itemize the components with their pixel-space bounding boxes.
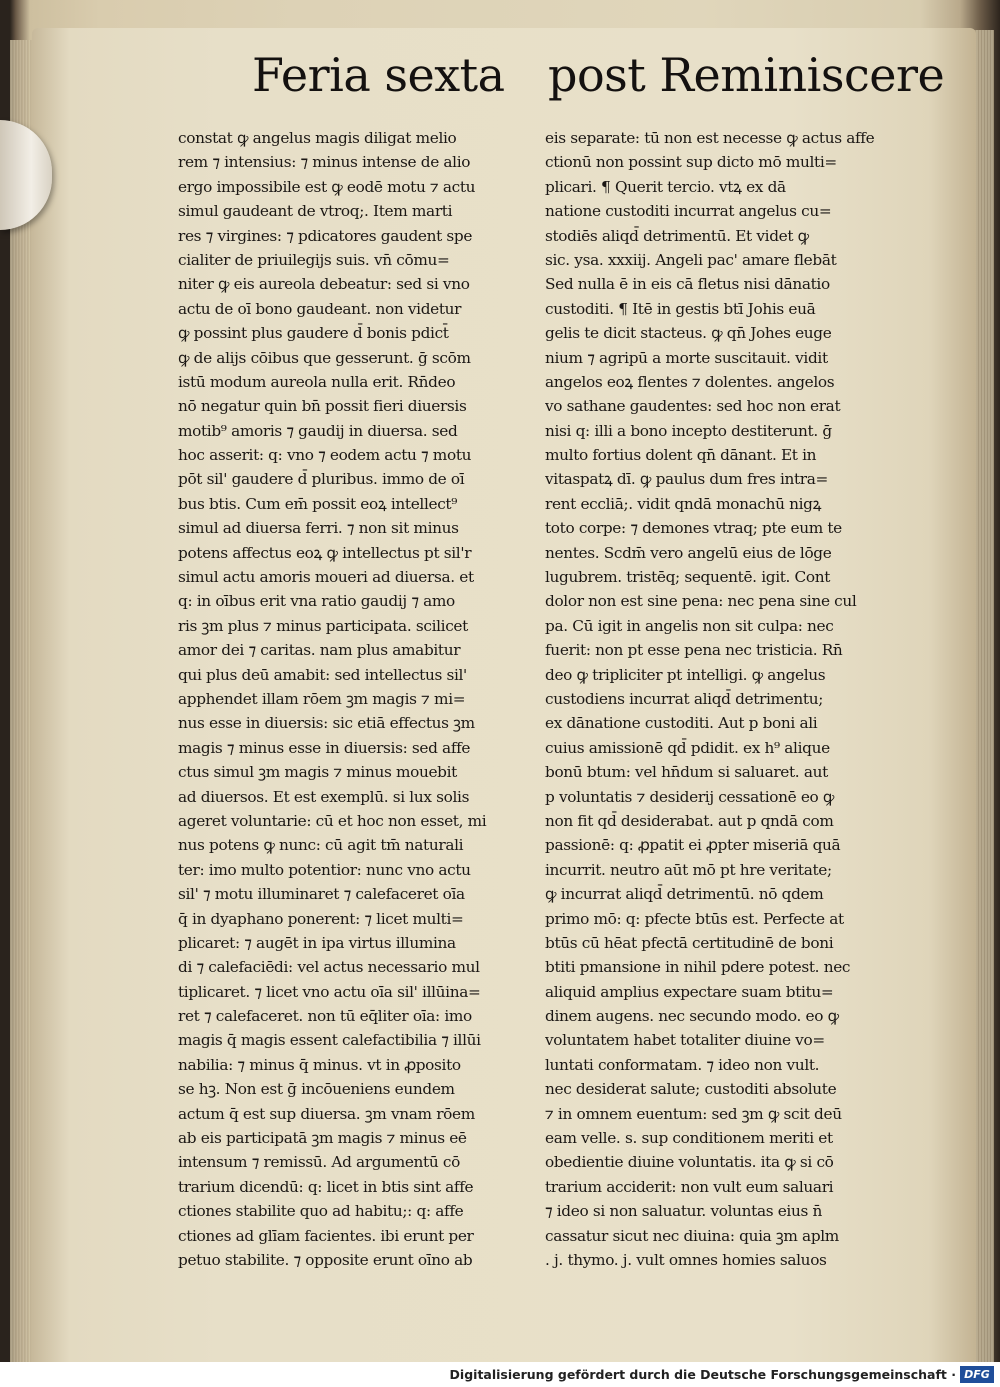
text-line: ex dānatione custoditi. Aut p boni ali xyxy=(545,714,818,733)
text-line: se hꝫ. Non est ḡ incōueniens eundem xyxy=(178,1080,455,1099)
text-line: cassatur sicut nec diuina: quia ꝫm aplm xyxy=(545,1226,839,1245)
footer-credit: Digitalisierung gefördert durch die Deutsche Forschungsgemeinschaft · xyxy=(449,1367,956,1382)
text-line: pōt sil' gaudere d̄ pluribus. immo de oī xyxy=(178,470,465,489)
text-line: plicari. ¶ Querit tercio. vtꝝ ex dā xyxy=(545,177,786,196)
text-line: trarium dicendū: q: licet in btis sint affe xyxy=(178,1177,474,1196)
text-line: q̄ in dyaphano ponerent: ⁊ licet multi= xyxy=(178,909,464,928)
text-line: custodiens incurrat aliqd̄ detrimentu; xyxy=(545,689,824,708)
text-line: ctiones ad glīam facientes. ibi erunt per xyxy=(178,1226,474,1245)
text-line: primo mō: q: pfecte btūs est. Perfecte at xyxy=(545,909,844,928)
text-line: obedientie diuine voluntatis. ita ꝙ si cō xyxy=(545,1153,834,1172)
footer-bar xyxy=(0,1362,1000,1387)
text-line: angelos eoꝝ flentes ⁊ dolentes. angelos xyxy=(545,372,835,391)
text-line: magis ⁊ minus esse in diuersis: sed affe xyxy=(178,738,471,757)
text-line: incurrit. neutro aūt mō pt hre veritate; xyxy=(545,860,832,879)
text-line: rent eccliā;. vidit qndā monachū nigꝝ xyxy=(545,494,822,513)
text-line: rem ⁊ intensius: ⁊ minus intense de alio xyxy=(178,153,471,172)
text-column-left xyxy=(178,126,523,1272)
text-line: ctionū non possint sup dicto mō multi= xyxy=(545,153,837,172)
text-line: nabilia: ⁊ minus q̄ minus. vt in ꝓposito xyxy=(178,1055,461,1074)
text-line: simul gaudeant de vtroq;. Item marti xyxy=(178,202,453,221)
text-line: nus esse in diuersis: sic etiā effectus ꝫm xyxy=(178,714,475,733)
text-line: tiplicaret. ⁊ licet vno actu oīa sil' illūina= xyxy=(178,982,481,1001)
text-line: vo sathane gaudentes: sed hoc non erat xyxy=(545,397,841,416)
running-header-left: Feria sexta xyxy=(252,48,505,102)
text-line: custoditi. ¶ Itē in gestis btī Johis euā xyxy=(545,299,816,318)
text-line: simul ad diuersa ferri. ⁊ non sit minus xyxy=(178,519,459,538)
text-line: vitaspatꝝ dī. ꝙ paulus dum fres intra= xyxy=(545,470,828,489)
text-line: ⁊ in omnem euentum: sed ꝫm ꝙ scit deū xyxy=(545,1104,842,1123)
page-edge-left xyxy=(10,40,32,1362)
text-line: dinem augens. nec secundo modo. eo ꝙ xyxy=(545,1007,839,1026)
text-column-right xyxy=(545,126,890,1272)
text-line: voluntatem habet totaliter diuine vo= xyxy=(545,1031,825,1050)
text-line: toto corpe: ⁊ demones vtraq; pte eum te xyxy=(545,519,842,538)
text-line: sil' ⁊ motu illuminaret ⁊ calefaceret oīa xyxy=(178,885,465,904)
text-line: nisi q: illi a bono incepto destiterunt. ḡ xyxy=(545,421,832,440)
text-line: ctiones stabilite quo ad habitu;: q: affe xyxy=(178,1202,464,1221)
text-line: fuerit: non pt esse pena nec tristicia. Rn̄ xyxy=(545,641,843,660)
text-line: niter ꝙ eis aureola debeatur: sed si vno xyxy=(178,275,470,294)
text-line: hoc asserit: q: vno ⁊ eodem actu ⁊ motu xyxy=(178,446,472,465)
text-line: nentes. Scdm̄ vero angelū eius de lōge xyxy=(545,543,832,562)
text-line: aliquid amplius expectare suam btitu= xyxy=(545,982,834,1001)
text-line: nō negatur quin bn̄ possit fieri diuersis xyxy=(178,397,467,416)
text-line: motib⁹ amoris ⁊ gaudij in diuersa. sed xyxy=(178,421,458,440)
text-line: ꝙ incurrat aliqd̄ detrimentū. nō qdem xyxy=(545,885,824,904)
text-line: di ⁊ calefaciēdi: vel actus necessario mul xyxy=(178,958,480,977)
text-line: passionē: q: ꝓpatit ei ꝓpter miseriā quā xyxy=(545,836,841,855)
text-line: ꝙ de alijs cōibus que gesserunt. ḡ scōm xyxy=(178,348,471,367)
dfg-logo: DFG xyxy=(960,1366,994,1383)
text-line: stodiēs aliqd̄ detrimentū. Et videt ꝙ xyxy=(545,226,809,245)
text-line: trarium acciderit: non vult eum saluari xyxy=(545,1177,834,1196)
text-line: actu de oī bono gaudeant. non videtur xyxy=(178,299,462,318)
text-line: bonū btum: vel hn̄dum si saluaret. aut xyxy=(545,763,828,782)
text-line: magis q̄ magis essent calefactibilia ⁊ illūi xyxy=(178,1031,481,1050)
text-line: q: in oībus erit vna ratio gaudij ⁊ amo xyxy=(178,592,455,611)
text-line: btiti pmansione in nihil pdere potest. nec xyxy=(545,958,851,977)
text-line: ageret voluntarie: cū et hoc non esset, mi xyxy=(178,811,487,830)
text-line: cuius amissionē qd̄ pdidit. ex h⁹ alique xyxy=(545,738,830,757)
text-line: actum q̄ est sup diuersa. ꝫm vnam rōem xyxy=(178,1104,475,1123)
text-line: ab eis participatā ꝫm magis ⁊ minus eē xyxy=(178,1129,467,1148)
text-line: petuo stabilite. ⁊ opposite erunt oīno ab xyxy=(178,1250,473,1269)
text-line: multo fortius dolent qn̄ dānant. Et in xyxy=(545,446,817,465)
text-line: luntati conformatam. ⁊ ideo non vult. xyxy=(545,1055,820,1074)
text-line: bus btis. Cum em̄ possit eoꝝ intellect⁹ xyxy=(178,494,458,513)
text-line: res ⁊ virgines: ⁊ pdicatores gaudent spe xyxy=(178,226,473,245)
text-line: ris ꝫm plus ⁊ minus participata. scilicet xyxy=(178,616,468,635)
text-line: natione custoditi incurrat angelus cu= xyxy=(545,202,832,221)
text-line: apphendet illam rōem ꝫm magis ⁊ mi= xyxy=(178,689,466,708)
text-line: . j. thymo. j. vult omnes homies saluos xyxy=(545,1250,827,1269)
running-header-right: post Reminiscere xyxy=(548,48,945,102)
text-line: cialiter de priuilegijs suis. vn̄ cōmu= xyxy=(178,250,450,269)
text-line: non fit qd̄ desiderabat. aut p qndā com xyxy=(545,811,834,830)
text-line: p voluntatis ⁊ desiderij cessationē eo ꝙ xyxy=(545,787,835,806)
text-line: gelis te dicit stacteus. ꝙ qn̄ Johes euge xyxy=(545,324,832,343)
text-line: Sed nulla ē in eis cā fletus nisi dānatio xyxy=(545,275,830,294)
text-line: pa. Cū igit in angelis non sit culpa: nec xyxy=(545,616,834,635)
text-line: nus potens ꝙ nunc: cū agit tm̄ naturali xyxy=(178,836,464,855)
text-line: potens affectus eoꝝ ꝙ intellectus pt sil'r xyxy=(178,543,472,562)
text-line: ergo impossibile est ꝙ eodē motu ⁊ actu xyxy=(178,177,476,196)
text-line: ad diuersos. Et est exemplū. si lux solis xyxy=(178,787,470,806)
text-line: ctus simul ꝫm magis ⁊ minus mouebit xyxy=(178,763,457,782)
text-line: istū modum aureola nulla erit. Rn̄deo xyxy=(178,372,456,391)
text-line: ret ⁊ calefaceret. non tū eq̄liter oīa: imo xyxy=(178,1007,472,1026)
text-line: eis separate: tū non est necesse ꝙ actus affe xyxy=(545,129,875,147)
text-line: amor dei ⁊ caritas. nam plus amabitur xyxy=(178,641,461,660)
text-line: btūs cū hēat pfectā certitudinē de boni xyxy=(545,933,834,952)
text-line: ter: imo multo potentior: nunc vno actu xyxy=(178,860,471,879)
text-line: nium ⁊ agripū a morte suscitauit. vidit xyxy=(545,348,828,367)
text-line: constat ꝙ angelus magis diligat melio xyxy=(178,129,457,147)
text-line: sic. ysa. xxxiij. Angeli pac' amare flebāt xyxy=(545,250,837,269)
text-line: eam velle. s. sup conditionem meriti et xyxy=(545,1129,833,1148)
text-line: plicaret: ⁊ augēt in ipa virtus illumina xyxy=(178,933,456,952)
text-line: qui plus deū amabit: sed intellectus sil' xyxy=(178,665,467,684)
text-line: nec desiderat salute; custoditi absolute xyxy=(545,1080,837,1099)
text-line: intensum ⁊ remissū. Ad argumentū cō xyxy=(178,1153,460,1172)
text-line: ꝙ possint plus gaudere d̄ bonis pdict̄ xyxy=(178,324,449,343)
text-line: ⁊ ideo si non saluatur. voluntas eius n̄ xyxy=(545,1202,822,1221)
text-line: deo ꝙ tripliciter pt intelligi. ꝙ angelus xyxy=(545,665,826,684)
text-line: lugubrem. tristēq; sequentē. igit. Cont xyxy=(545,568,831,587)
text-line: dolor non est sine pena: nec pena sine cul xyxy=(545,592,857,611)
text-line: simul actu amoris moueri ad diuersa. et xyxy=(178,568,474,587)
